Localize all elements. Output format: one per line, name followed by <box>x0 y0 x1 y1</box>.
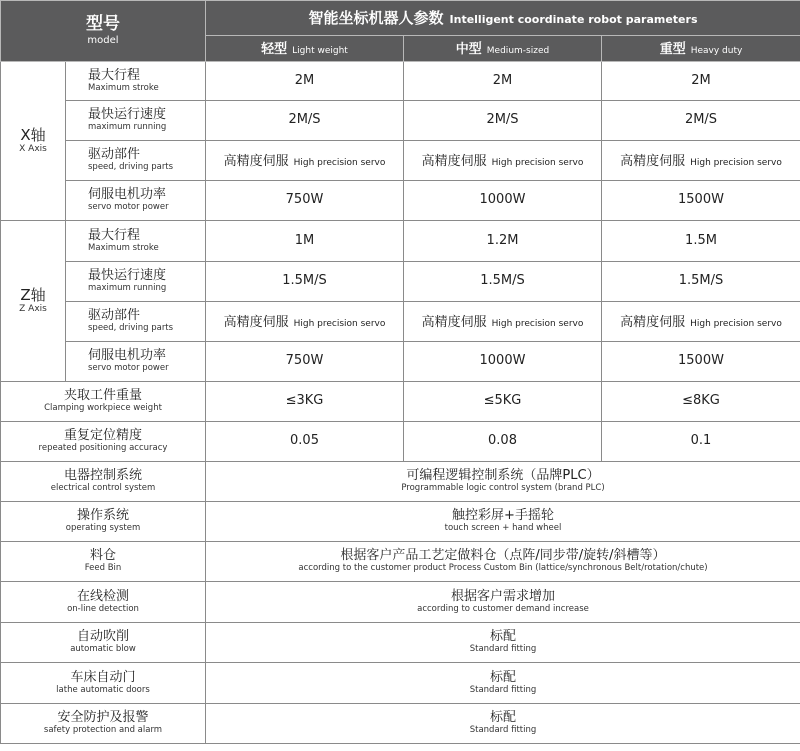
spanned-value-cell <box>206 623 800 663</box>
axis-zh: Z轴 <box>20 286 46 305</box>
row-label <box>66 342 206 382</box>
table-row <box>1 462 800 502</box>
row-label-en: Maximum stroke <box>88 82 159 93</box>
table-row <box>1 542 800 582</box>
spanned-value-cell <box>206 582 800 623</box>
x-axis-group-label <box>1 62 66 221</box>
row-label-zh: 最快运行速度 <box>88 107 167 123</box>
value-en: High precision servo <box>491 319 584 330</box>
spanned-value-cell <box>206 663 800 704</box>
value-cell: 0.05 <box>206 422 404 462</box>
value-cell: ≤3KG <box>206 382 404 422</box>
value-en: touch screen + hand wheel <box>444 523 562 534</box>
variant-light-header <box>206 36 404 62</box>
row-label <box>66 302 206 342</box>
value-en: High precision servo <box>293 319 386 330</box>
value-cell: 1.5M/S <box>404 262 602 302</box>
value-en: Standard fitting <box>469 644 537 655</box>
table-title-en: Intelligent coordinate robot parameters <box>449 12 698 26</box>
row-label-zh: 伺服电机功率 <box>88 187 167 203</box>
row-label-en: Feed Bin <box>84 563 122 574</box>
row-label-en: safety protection and alarm <box>43 725 163 736</box>
value-en: High precision servo <box>690 319 782 330</box>
model-header-cell <box>1 1 206 62</box>
value-zh: 高精度伺服 <box>223 315 289 331</box>
table-row <box>1 623 800 663</box>
table-row <box>1 502 800 542</box>
value-zh: 触控彩屏+手摇轮 <box>452 508 554 524</box>
value-cell: 1000W <box>404 181 602 221</box>
value-zh: 标配 <box>489 669 516 685</box>
z-axis-group-label <box>1 221 66 382</box>
row-label <box>66 262 206 302</box>
axis-en: X Axis <box>19 144 47 155</box>
row-label-en: on-line detection <box>67 603 139 614</box>
value-cell: 1.2M <box>404 221 602 262</box>
table-row <box>1 663 800 704</box>
row-label-zh: 夹取工件重量 <box>63 388 142 404</box>
variant-en: Medium-sized <box>486 46 550 57</box>
value-en: High precision servo <box>690 158 782 169</box>
row-label <box>66 181 206 221</box>
value-zh: 标配 <box>489 710 516 726</box>
value-cell: 2M <box>206 62 404 101</box>
spanned-value-cell <box>206 704 800 744</box>
row-label-zh: 在线检测 <box>76 588 129 604</box>
value-cell: ≤5KG <box>404 382 602 422</box>
value-en: according to the customer product Process Custom Bin (lattice/synchronous Belt/rotation/chute) <box>298 563 708 574</box>
row-label-zh: 最大行程 <box>88 67 141 83</box>
row-label <box>1 704 206 744</box>
row-label <box>1 502 206 542</box>
row-label-en: speed, driving parts <box>88 162 174 173</box>
row-label-en: lathe automatic doors <box>56 684 150 695</box>
spanned-value-cell <box>206 542 800 582</box>
row-label-en: Maximum stroke <box>88 242 159 253</box>
table-title-zh: 智能坐标机器人参数 <box>308 8 444 27</box>
row-label <box>66 221 206 262</box>
variant-medium-header <box>404 36 602 62</box>
row-label-zh: 电器控制系统 <box>63 468 142 484</box>
value-cell: ≤8KG <box>602 382 800 422</box>
spanned-value-cell <box>206 462 800 502</box>
table-row <box>1 62 800 101</box>
row-label-zh: 自动吹削 <box>76 629 129 645</box>
row-label <box>1 582 206 623</box>
table-title <box>206 1 800 36</box>
model-header-en: model <box>87 35 119 47</box>
value-cell <box>404 141 602 181</box>
value-cell: 750W <box>206 342 404 382</box>
row-label <box>1 542 206 582</box>
value-cell: 1.5M/S <box>206 262 404 302</box>
row-label <box>66 101 206 141</box>
value-zh: 高精度伺服 <box>421 315 487 331</box>
value-en: High precision servo <box>293 158 386 169</box>
table-row <box>1 181 800 221</box>
row-label-en: servo motor power <box>88 202 169 213</box>
value-zh: 根据客户需求增加 <box>450 588 555 604</box>
row-label-en: electrical control system <box>50 483 156 494</box>
row-label-zh: 驱动部件 <box>88 308 141 324</box>
table-row <box>1 221 800 262</box>
value-cell: 2M/S <box>602 101 800 141</box>
row-label-zh: 料仓 <box>89 548 116 564</box>
row-label <box>1 623 206 663</box>
value-cell <box>602 302 800 342</box>
spanned-value-cell <box>206 502 800 542</box>
variant-en: Heavy duty <box>690 46 743 57</box>
row-label-en: operating system <box>65 523 141 534</box>
row-label-en: maximum running <box>88 283 167 294</box>
value-cell: 1M <box>206 221 404 262</box>
value-cell <box>404 302 602 342</box>
value-zh: 高精度伺服 <box>620 154 686 170</box>
variant-zh: 中型 <box>455 42 482 58</box>
value-zh: 根据客户产品工艺定做料仓（点阵/同步带/旋转/斜槽等） <box>340 548 666 564</box>
value-zh: 标配 <box>489 629 516 645</box>
value-en: according to customer demand increase <box>417 603 589 614</box>
row-label-zh: 最大行程 <box>88 227 141 243</box>
table-row <box>1 342 800 382</box>
row-label-zh: 操作系统 <box>76 508 129 524</box>
value-cell: 1.5M <box>602 221 800 262</box>
table-row <box>1 382 800 422</box>
model-header-zh: 型号 <box>86 14 120 35</box>
value-cell <box>206 302 404 342</box>
row-label <box>1 663 206 704</box>
value-cell: 2M/S <box>206 101 404 141</box>
row-label-en: speed, driving parts <box>88 323 174 334</box>
row-label <box>66 141 206 181</box>
value-cell: 1000W <box>404 342 602 382</box>
value-zh: 可编程逻辑控制系统（品牌PLC） <box>406 468 600 484</box>
row-label-en: automatic blow <box>70 644 136 655</box>
value-cell <box>602 141 800 181</box>
value-cell: 750W <box>206 181 404 221</box>
value-en: Standard fitting <box>469 725 537 736</box>
axis-zh: X轴 <box>20 126 46 145</box>
row-label <box>1 422 206 462</box>
value-cell: 2M <box>404 62 602 101</box>
row-label-en: servo motor power <box>88 363 169 374</box>
row-label <box>1 462 206 502</box>
value-cell: 0.08 <box>404 422 602 462</box>
row-label-zh: 伺服电机功率 <box>88 348 167 364</box>
value-en: High precision servo <box>491 158 584 169</box>
table-row <box>1 582 800 623</box>
row-label-en: maximum running <box>88 122 167 133</box>
table-row <box>1 262 800 302</box>
table-row <box>1 141 800 181</box>
value-cell: 0.1 <box>602 422 800 462</box>
value-cell: 1500W <box>602 181 800 221</box>
value-en: Programmable logic control system (brand PLC) <box>401 483 605 494</box>
value-zh: 高精度伺服 <box>421 154 487 170</box>
table-row <box>1 302 800 342</box>
row-label-zh: 最快运行速度 <box>88 268 167 284</box>
row-label-zh: 车床自动门 <box>70 669 136 685</box>
value-cell: 1.5M/S <box>602 262 800 302</box>
row-label <box>1 382 206 422</box>
variant-en: Light weight <box>292 46 348 57</box>
value-cell <box>206 141 404 181</box>
table-row <box>1 704 800 744</box>
value-zh: 高精度伺服 <box>620 315 686 331</box>
value-zh: 高精度伺服 <box>223 154 289 170</box>
row-label-zh: 安全防护及报警 <box>57 710 149 726</box>
row-label-zh: 重复定位精度 <box>63 428 142 444</box>
row-label-en: Clamping workpiece weight <box>44 403 162 414</box>
value-cell: 2M <box>602 62 800 101</box>
table-row <box>1 101 800 141</box>
variant-heavy-header <box>602 36 800 62</box>
table-row <box>1 422 800 462</box>
variant-zh: 重型 <box>659 42 686 58</box>
row-label-zh: 驱动部件 <box>88 147 141 163</box>
row-label <box>66 62 206 101</box>
value-cell: 2M/S <box>404 101 602 141</box>
row-label-en: repeated positioning accuracy <box>38 443 168 454</box>
variant-zh: 轻型 <box>261 42 288 58</box>
axis-en: Z Axis <box>19 304 47 315</box>
value-cell: 1500W <box>602 342 800 382</box>
value-en: Standard fitting <box>469 684 537 695</box>
